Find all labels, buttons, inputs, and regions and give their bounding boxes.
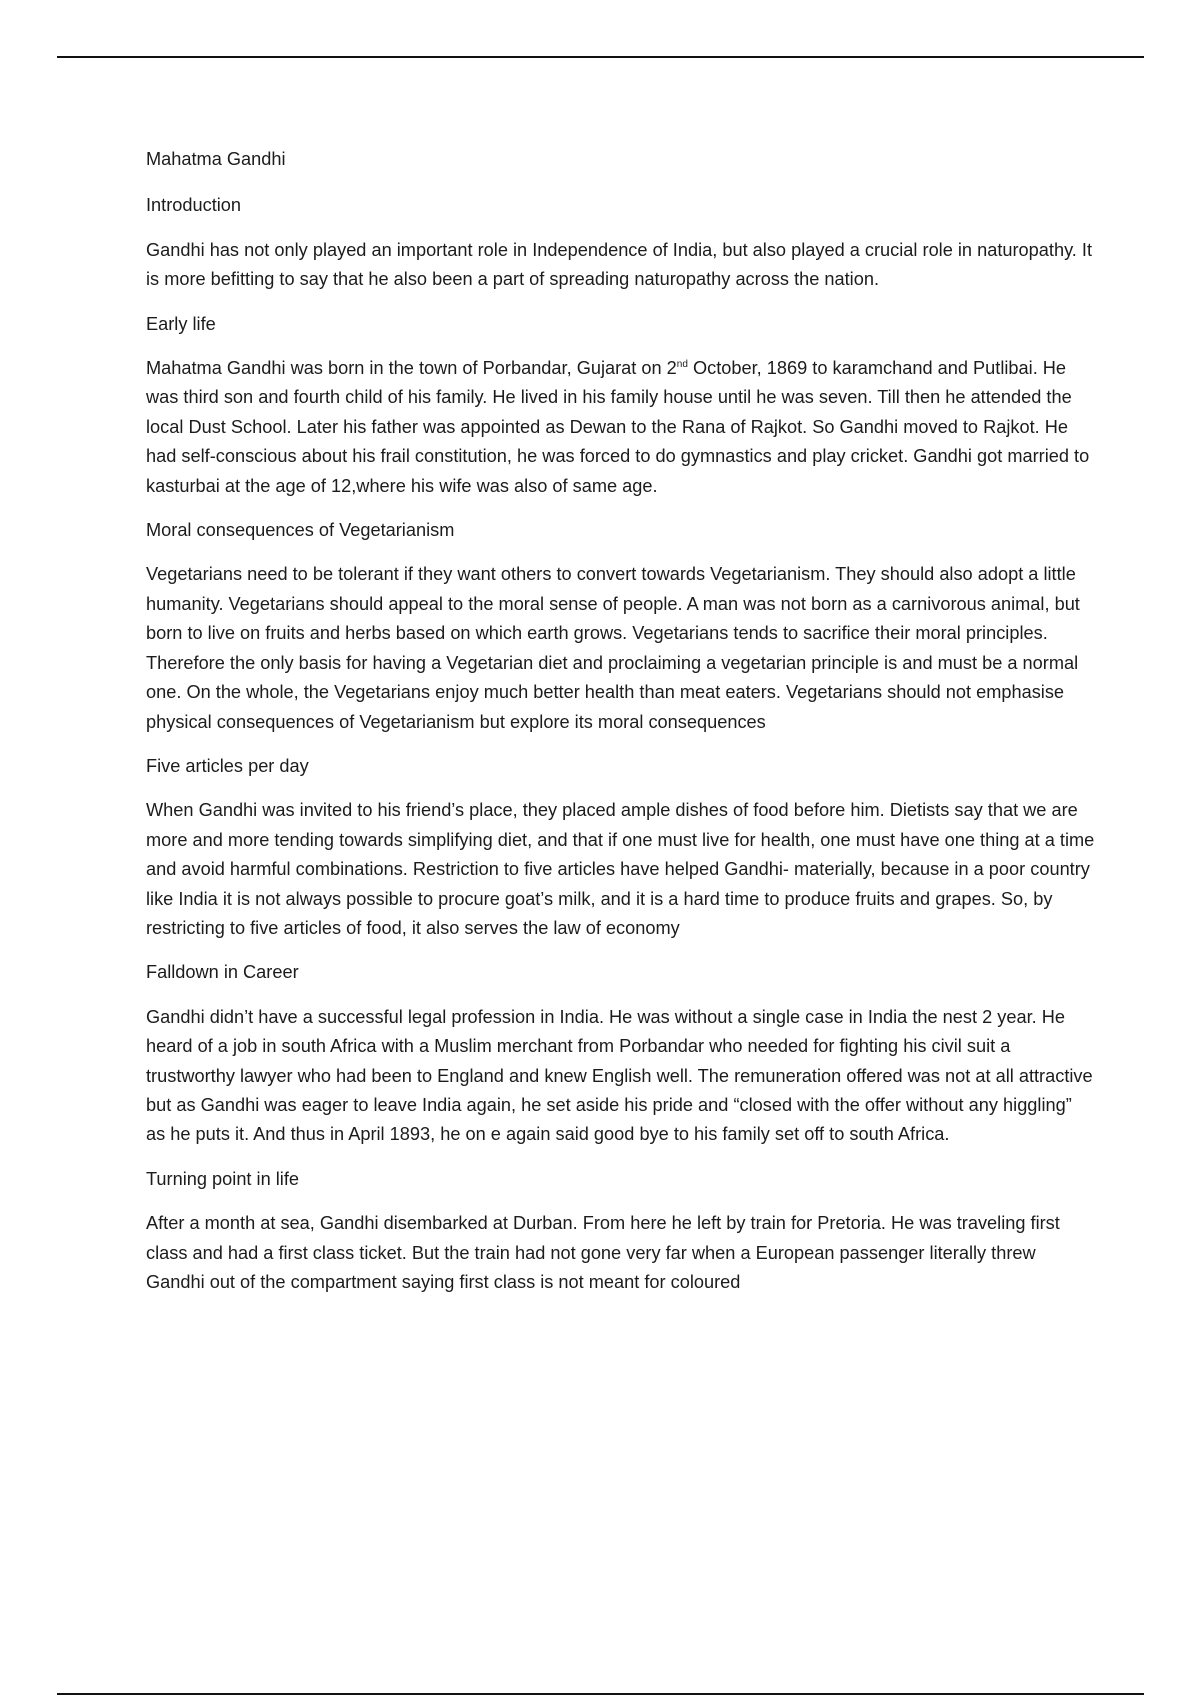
section-body-turning-point: After a month at sea, Gandhi disembarked at Durban. From here he left by train for Pretoria. He was traveling first class and had a first class ticket. But the train had not gone very far when a European passenger literally threw Gandhi out of the compartment saying first class is not meant for coloured (146, 1213, 1060, 1292)
section-body-falldown: Gandhi didn’t have a successful legal profession in India. He was without a single case in India the nest 2 year. He heard of a job in south Africa with a Muslim merchant from Porbandar who needed for fighting his civil suit a trustworthy lawyer who had been to England and knew English well. The remuneration offered was not at all attractive but as Gandhi was eager to leave India again, he set aside his pride and “closed with the offer without any higgling” as he puts it. And thus in April 1893, he on e again said good bye to his family set off to south Africa. (146, 1006, 1093, 1145)
section-heading-moral-consequences: Moral consequences of Vegetarianism (146, 520, 455, 541)
section-body-introduction: Gandhi has not only played an important role in Independence of India, but also played a crucial role in naturopathy. It is more befitting to say that he also been a part of spreading naturopathy across the nation. (146, 239, 1093, 290)
early-life-text-end: October, 1869 to karamchand and Putlibai. He was third son and fourth child of his family. He lived in his family house until he was seven. Till then he attended the local Dust School. Later his father was appointed as Dewan to the Rana of Rajkot. So Gandhi moved to Rajkot. He had self-conscious about his frail constitution, he was forced to do gymnastics and play cricket. Gandhi got married to kasturbai at the age of 12,where his wife was also of same age. (146, 358, 1090, 496)
top-rule (57, 56, 1144, 58)
section-body-early-life (146, 354, 1096, 501)
section-heading-introduction: Introduction (146, 195, 242, 216)
section-heading-falldown: Falldown in Career (146, 962, 299, 983)
document-body (146, 145, 1096, 1312)
ordinal-suffix: nd (676, 358, 688, 370)
section-body-five-articles: When Gandhi was invited to his friend’s place, they placed ample dishes of food before him. Dietists say that we are more and more tending towards simplifying diet, and that if one must live for health, one must have one thing at a time and avoid harmful combinations. Restriction to five articles have helped Gandhi- materially, because in a poor country like India it is not always possible to procure goat’s milk, and it is a hard time to produce fruits and grapes. So, by restricting to five articles of food, it also serves the law of economy (146, 800, 1095, 938)
section-heading-five-articles: Five articles per day (146, 755, 309, 776)
section-heading-early-life: Early life (146, 313, 216, 334)
early-life-text-start: Mahatma Gandhi was born in the town of Porbandar, Gujarat on 2 (146, 358, 677, 379)
document-title: Mahatma Gandhi (146, 149, 286, 169)
section-heading-turning-point: Turning point in life (146, 1168, 299, 1189)
bottom-rule (57, 1693, 1144, 1695)
section-body-moral-consequences: Vegetarians need to be tolerant if they want others to convert towards Vegetarianism. They should also adopt a little humanity. Vegetarians should appeal to the moral sense of people. A man was not born as a carnivorous animal, but born to live on fruits and herbs based on which earth grows. Vegetarians tends to sacrifice their moral principles. Therefore the only basis for having a Vegetarian diet and proclaiming a vegetarian principle is and must be a normal one. On the whole, the Vegetarians enjoy much better health than meat eaters. Vegetarians should not emphasise physical consequences of Vegetarianism but explore its moral consequences (146, 564, 1080, 732)
